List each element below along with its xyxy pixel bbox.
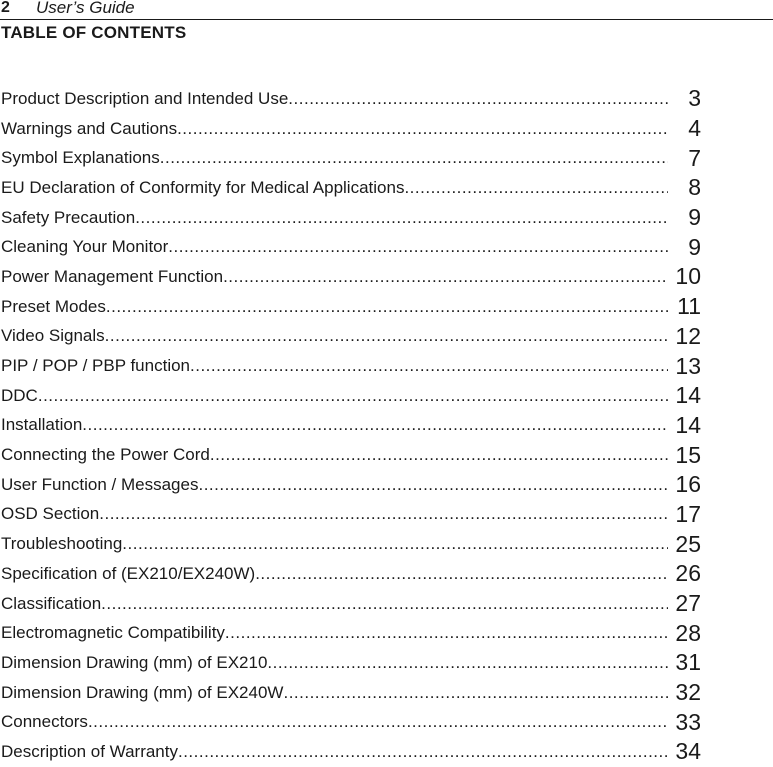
- toc-entry-title: Warnings and Cautions: [1, 118, 178, 138]
- leader-dots: [198, 475, 668, 495]
- toc-entry-warranty[interactable]: [0, 737, 773, 767]
- leader-dots: [99, 504, 668, 524]
- toc-entry-dimension-ex210[interactable]: [0, 648, 773, 678]
- leader-dots: [38, 386, 668, 406]
- toc-entry-power-cord[interactable]: [0, 440, 773, 470]
- leader-dots: [122, 534, 668, 554]
- toc-entry-installation[interactable]: [0, 411, 773, 441]
- leader-dots: [177, 119, 668, 139]
- toc-entry-pip-pop-pbp[interactable]: [0, 351, 773, 381]
- toc-entry-page: 34: [675, 738, 701, 765]
- leader-dots: [168, 237, 668, 257]
- leader-dots: [255, 564, 668, 584]
- toc-entry-connectors[interactable]: [0, 707, 773, 737]
- toc-entry-title: OSD Section: [1, 504, 100, 524]
- toc-entry-title: Video Signals: [1, 326, 105, 346]
- toc-entry-title: Dimension Drawing (mm) of EX210: [1, 652, 268, 672]
- toc-entry-troubleshooting[interactable]: [0, 529, 773, 559]
- toc-entry-page: 11: [677, 293, 701, 320]
- toc-entry-page: 25: [675, 530, 701, 557]
- toc-entry-page: 28: [675, 619, 701, 646]
- toc-entry-page: 8: [688, 174, 701, 201]
- toc-entry-title: DDC: [1, 385, 38, 405]
- toc-entry-title: Safety Precaution: [1, 207, 136, 227]
- toc-entry-classification[interactable]: [0, 589, 773, 619]
- toc-entry-osd-section[interactable]: [0, 500, 773, 530]
- toc-entry-page: 9: [688, 204, 701, 231]
- toc-entry-page: 13: [675, 352, 701, 379]
- toc-entry-title: Connecting the Power Cord: [1, 445, 210, 465]
- leader-dots: [105, 326, 668, 346]
- toc-entry-page: 15: [675, 441, 701, 468]
- toc-entry-title: Dimension Drawing (mm) of EX240W: [1, 682, 284, 702]
- toc-entry-page: 7: [688, 144, 701, 171]
- leader-dots: [283, 683, 668, 703]
- toc-entry-page: 17: [675, 500, 701, 527]
- toc-entry-title: PIP / POP / PBP function: [1, 356, 191, 376]
- toc-entry-page: 31: [675, 649, 701, 676]
- leader-dots: [160, 148, 668, 168]
- toc-entry-page: 27: [675, 590, 701, 617]
- leader-dots: [190, 356, 668, 376]
- toc-entry-page: 32: [675, 679, 701, 706]
- toc-entry-page: 9: [688, 233, 701, 260]
- toc-entry-page: 10: [675, 263, 701, 290]
- toc-entry-title: Electromagnetic Compatibility: [1, 623, 225, 643]
- toc-entry-title: User Function / Messages: [1, 474, 199, 494]
- toc-heading: TABLE OF CONTENTS: [1, 23, 187, 42]
- toc-entry-specification[interactable]: [0, 559, 773, 589]
- toc-entry-product-description[interactable]: [0, 84, 773, 114]
- toc-entry-page: 14: [675, 411, 701, 438]
- guide-title: User’s Guide: [36, 0, 135, 17]
- toc-entry-title: Preset Modes: [1, 296, 106, 316]
- toc-entry-video-signals[interactable]: [0, 322, 773, 352]
- toc-entry-page: 3: [688, 85, 701, 112]
- toc-entry-dimension-ex240w[interactable]: [0, 678, 773, 708]
- toc-entry-page: 26: [675, 560, 701, 587]
- toc-entry-electromagnetic[interactable]: [0, 618, 773, 648]
- leader-dots: [210, 445, 668, 465]
- toc-entry-title: Symbol Explanations: [1, 148, 160, 168]
- toc-entry-eu-declaration[interactable]: [0, 173, 773, 203]
- leader-dots: [288, 89, 668, 109]
- toc-entry-page: 33: [675, 708, 701, 735]
- toc-entry-title: Cleaning Your Monitor: [1, 237, 169, 257]
- toc-entry-page: 4: [688, 115, 701, 142]
- toc-list: [0, 84, 773, 767]
- toc-entry-page: 14: [675, 382, 701, 409]
- toc-entry-title: Power Management Function: [1, 266, 224, 286]
- leader-dots: [223, 267, 668, 287]
- toc-entry-title: Description of Warranty: [1, 741, 178, 761]
- toc-entry-title: Installation: [1, 415, 83, 435]
- toc-entry-cleaning-monitor[interactable]: [0, 232, 773, 262]
- toc-entry-title: Classification: [1, 593, 102, 613]
- toc-entry-title: Troubleshooting: [1, 534, 123, 554]
- toc-entry-power-management[interactable]: [0, 262, 773, 292]
- leader-dots: [178, 742, 668, 762]
- toc-entry-ddc[interactable]: [0, 381, 773, 411]
- leader-dots: [135, 208, 668, 228]
- leader-dots: [106, 297, 668, 317]
- toc-entry-safety-precaution[interactable]: [0, 203, 773, 233]
- page-header: [0, 0, 773, 20]
- toc-entry-symbol-explanations[interactable]: [0, 143, 773, 173]
- leader-dots: [267, 653, 668, 673]
- toc-entry-title: EU Declaration of Conformity for Medical Applications: [1, 177, 405, 197]
- leader-dots: [404, 178, 668, 198]
- toc-entry-warnings-cautions[interactable]: [0, 114, 773, 144]
- page-number: 2: [1, 0, 10, 16]
- toc-entry-page: 16: [675, 471, 701, 498]
- toc-entry-title: Specification of (EX210/EX240W): [1, 563, 256, 583]
- toc-entry-title: Product Description and Intended Use: [1, 88, 289, 108]
- leader-dots: [225, 623, 668, 643]
- toc-entry-user-function[interactable]: [0, 470, 773, 500]
- toc-entry-preset-modes[interactable]: [0, 292, 773, 322]
- toc-entry-title: Connectors: [1, 712, 88, 732]
- leader-dots: [82, 415, 668, 435]
- toc-entry-page: 12: [675, 322, 701, 349]
- leader-dots: [88, 712, 668, 732]
- leader-dots: [101, 594, 668, 614]
